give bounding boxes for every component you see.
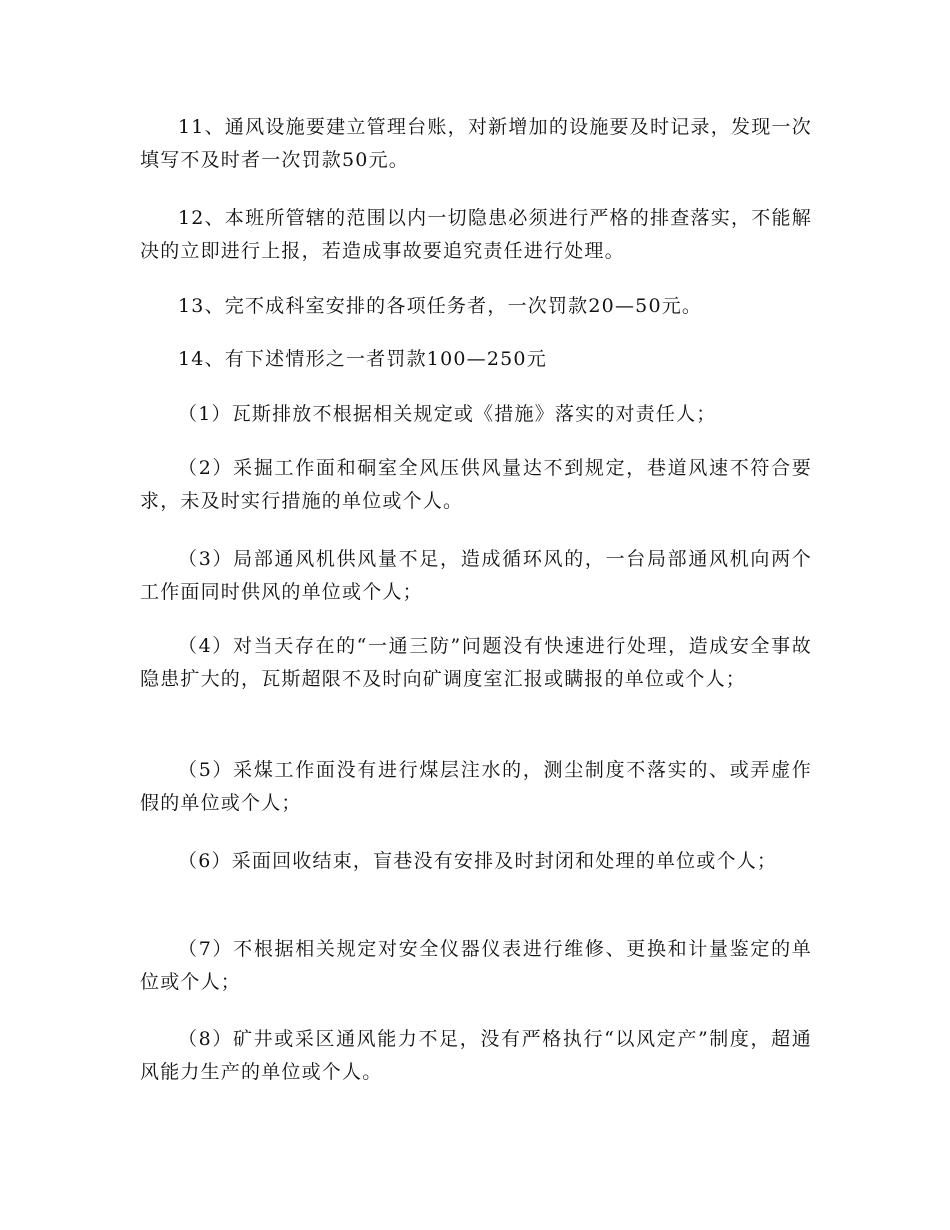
paragraph-item-12: 12、本班所管辖的范围以内一切隐患必须进行严格的排查落实，不能解决的立即进行上报，若造成事故要追究责任进行处理。 <box>140 207 812 262</box>
paragraph-clause-4: （4）对当天存在的“一通三防”问题没有快速进行处理，造成安全事故隐患扩大的，瓦斯超限不及时向矿调度室汇报或瞒报的单位或个人； <box>140 635 812 690</box>
paragraph-clause-1: （1）瓦斯排放不根据相关规定或《措施》落实的对责任人； <box>178 403 717 425</box>
paragraph-clause-8: （8）矿井或采区通风能力不足，没有严格执行“以风定产”制度，超通风能力生产的单位或个人。 <box>140 1028 812 1083</box>
paragraph-clause-6: （6）采面回收结束，盲巷没有安排及时封闭和处理的单位或个人； <box>178 850 778 872</box>
paragraph-item-14: 14、有下述情形之一者罚款100—250元 <box>178 348 547 370</box>
paragraph-item-13: 13、完不成科室安排的各项任务者，一次罚款20—50元。 <box>178 295 703 317</box>
paragraph-clause-3: （3）局部通风机供风量不足，造成循环风的，一台局部通风机向两个工作面同时供风的单位或个人； <box>140 548 812 603</box>
paragraph-clause-7: （7）不根据相关规定对安全仪器仪表进行维修、更换和计量鉴定的单位或个人； <box>140 938 812 993</box>
paragraph-item-11: 11、通风设施要建立管理台账，对新增加的设施要及时记录，发现一次填写不及时者一次罚款50元。 <box>140 116 812 171</box>
paragraph-clause-2: （2）采掘工作面和硐室全风压供风量达不到规定，巷道风速不符合要求，未及时实行措施的单位或个人。 <box>140 457 812 512</box>
paragraph-clause-5: （5）采煤工作面没有进行煤层注水的，测尘制度不落实的、或弄虚作假的单位或个人； <box>140 759 812 814</box>
